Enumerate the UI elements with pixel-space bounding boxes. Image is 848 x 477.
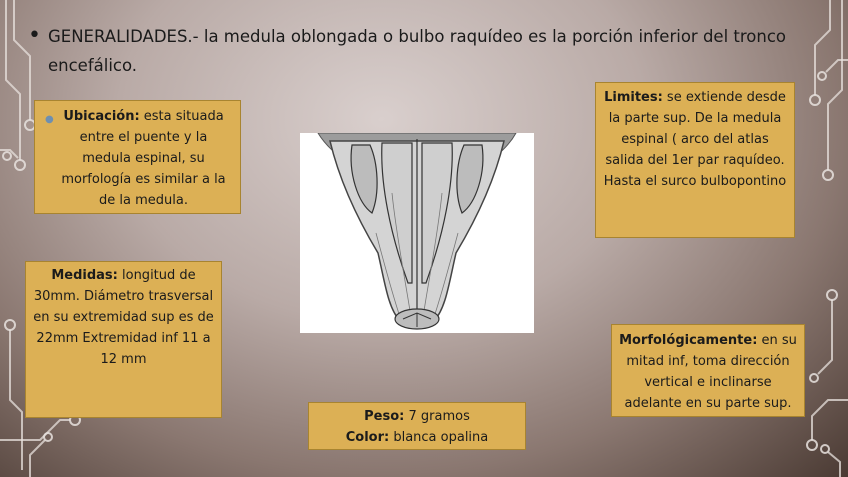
color-value: blanca opalina [389, 430, 489, 445]
headline-text: GENERALIDADES.- la medula oblongada o bulbo raquídeo es la porción inferior del tronco encefálico. [48, 27, 787, 75]
limites-title: Limites: [604, 90, 663, 105]
ubicacion-box [34, 100, 241, 214]
peso-box [308, 402, 526, 450]
peso-value: 7 gramos [404, 409, 470, 424]
ubicacion-content [45, 106, 230, 211]
ubicacion-bullet-icon: ● [45, 114, 54, 125]
ubicacion-title: Ubicación: [63, 109, 140, 124]
morfologia-box [611, 324, 805, 417]
peso-title: Peso: [364, 409, 405, 424]
color-title: Color: [345, 430, 390, 445]
morfologia-text: en su mitad inf, toma dirección vertical e inclinarse adelante en su parte sup. [624, 333, 797, 411]
morfologia-title: Morfológicamente: [619, 333, 758, 348]
medidas-title: Medidas: [51, 268, 118, 283]
limites-text: se extiende desde la parte sup. De la medula espinal ( arco del atlas salida del 1er par raquídeo. Hasta el surco bulbopontino [603, 90, 787, 189]
ubicacion-text: esta situada entre el puente y la medula espinal, su morfología es similar a la de la medula. [61, 109, 226, 208]
peso-line [313, 406, 521, 427]
medidas-box [25, 261, 222, 418]
medidas-text: longitud de 30mm. Diámetro trasversal en su extremidad sup es de 22mm Extremidad inf 11 a 12 mm [33, 268, 214, 367]
medulla-drawing [300, 133, 534, 333]
medulla-illustration [300, 133, 534, 333]
headline [28, 22, 828, 80]
color-line [313, 427, 521, 448]
limites-box [595, 82, 795, 238]
headline-bullet: • [28, 23, 41, 48]
